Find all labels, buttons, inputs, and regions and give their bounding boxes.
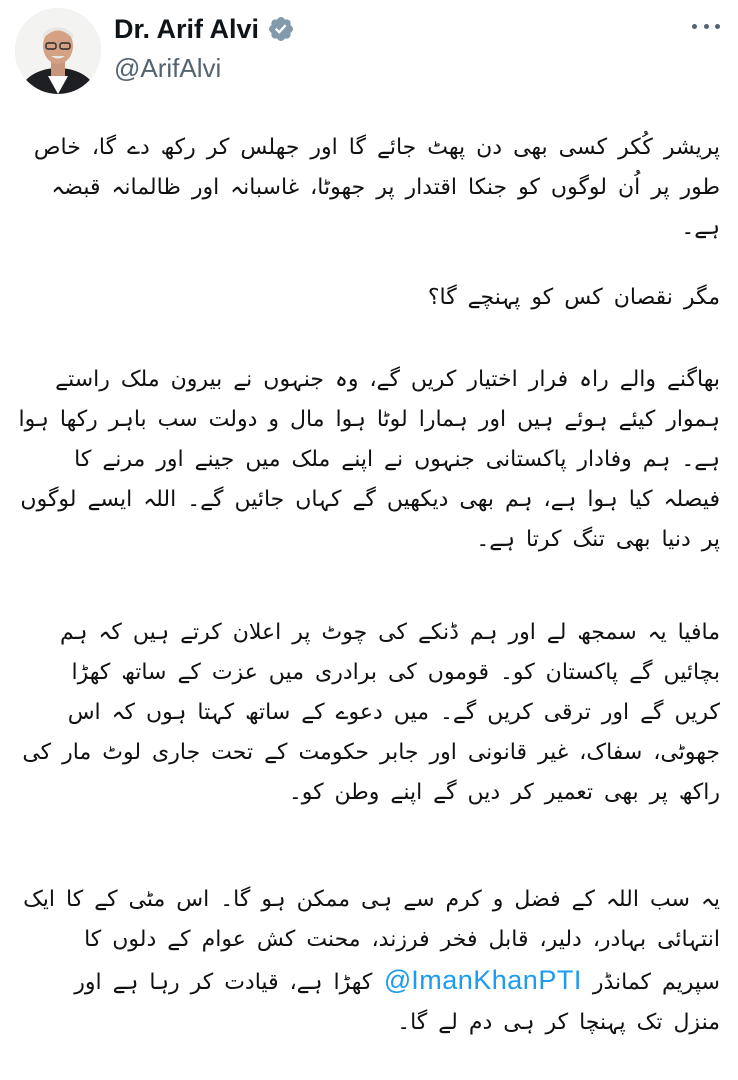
tweet-paragraph-with-mention (18, 880, 720, 1043)
more-dot (715, 24, 720, 29)
tweet-paragraph: مگر نقصان کس کو پہنچے گا؟ (427, 285, 720, 310)
display-name[interactable]: Dr. Arif Alvi (114, 14, 260, 44)
tweet-paragraph-text: کھڑا ہے، قیادت کر رہا ہے اور منزل تک پہنچا کر ہی دم لے گا۔ (74, 970, 720, 1035)
tweet-header (0, 0, 738, 110)
more-dot (704, 24, 709, 29)
verified-badge-icon (267, 15, 295, 43)
tweet-paragraph-text: یہ سب اللہ کے فضل و کرم سے ہی ممکن ہو گا۔ اس مٹی کے کا ایک انتہائی بہادر، دلیر، قابل فخر فرزند، محنت کش عوام کے دلوں کا سپریم کمانڈر (23, 887, 720, 995)
tweet-paragraph: بھاگنے والے راہ فرار اختیار کریں گے، وہ جنہوں نے بیرون ملک راستے ہموار کیئے ہوئے ہیں اور ہمارا لوٹا ہوا مال و دولت سب باہر رکھا ہوا ہے۔ ہم وفادار پاکستانی جنہوں نے اپنے ملک میں جینے اور مرنے کا فیصلہ کیا ہوا ہے، ہم بھی دیکھیں گے کہاں جائیں گے۔ اللہ ایسے لوگوں پر دنیا بھی تنگ کرتا ہے۔ (18, 367, 720, 552)
avatar-image (15, 8, 101, 94)
avatar[interactable] (15, 8, 101, 94)
display-name-row (114, 12, 295, 46)
tweet-paragraph: مافیا یہ سمجھ لے اور ہم ڈنکے کی چوٹ پر اعلان کرتے ہیں کہ ہم بچائیں گے پاکستان کو۔ قوموں کی برادری میں عزت کے ساتھ کھڑا کریں گے اور ترقی کریں گے۔ میں دعوے کے ساتھ کہتا ہوں کہ اس جھوٹی، سفاک، غیر قانونی اور جابر حکومت کے تحت جاری لوٹ مار کی راکھ پر بھی تعمیر کر دیں گے اپنے وطن کو۔ (22, 620, 720, 805)
tweet-paragraph: پریشر کُکر کسی بھی دن پھٹ جائے گا اور جھلس کر رکھ دے گا، خاص طور پر اُن لوگوں کو جنکا اقتدار پر جھوٹا، غاسبانہ اور ظالمانہ قبضہ ہے۔ (33, 135, 720, 240)
more-options-icon[interactable] (692, 20, 720, 32)
more-dot (692, 24, 697, 29)
mention-link[interactable]: @ImanKhanPTI (383, 965, 582, 995)
handle[interactable]: @ArifAlvi (114, 53, 222, 83)
